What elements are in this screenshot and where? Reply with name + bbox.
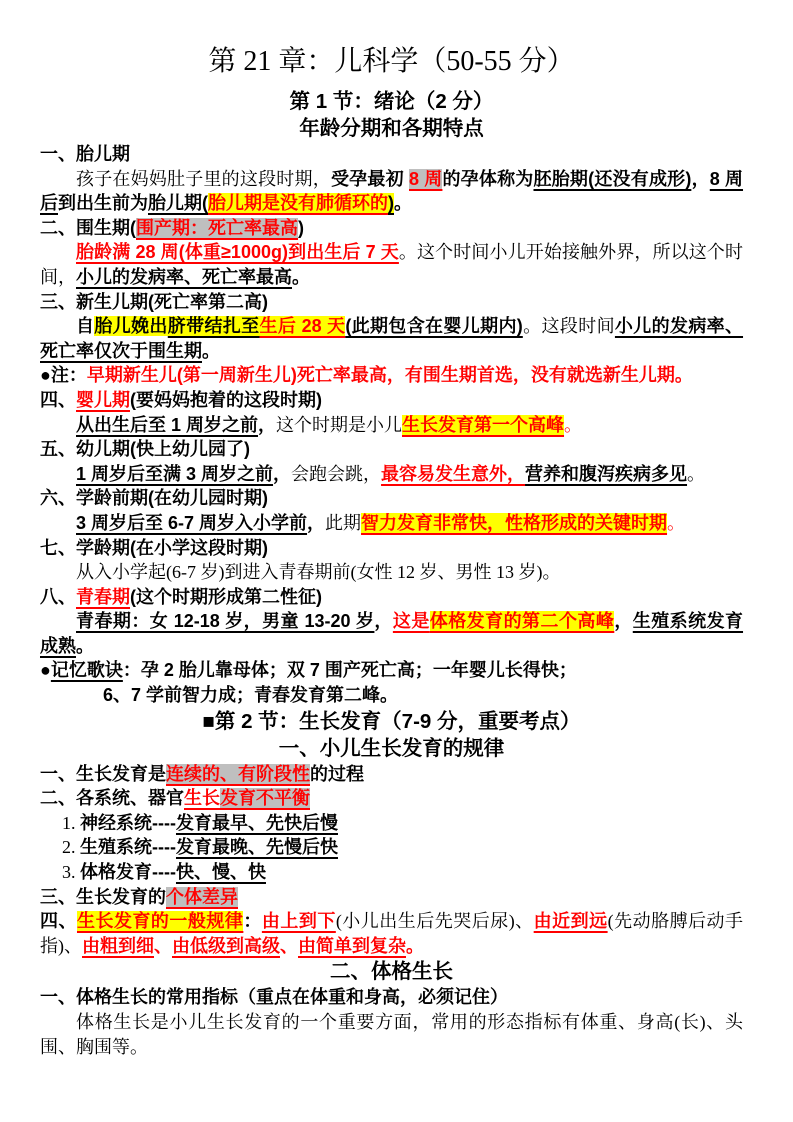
text-run: 孩子在妈妈肚子里的这段时期， [76, 168, 331, 189]
text-run: 。 [406, 935, 424, 956]
paragraph [40, 909, 743, 958]
note-line [40, 658, 743, 683]
paragraph [40, 314, 743, 363]
text-run: 会跑会跳， [291, 463, 382, 484]
text-run: ， [258, 414, 277, 435]
text-run: 二、体格生长 [330, 960, 453, 984]
text-run: 由上到下 [261, 911, 336, 932]
section-heading [40, 708, 743, 735]
item-heading [40, 585, 743, 610]
text-run: 这个时期是小儿 [276, 414, 403, 435]
text-run: 、 [280, 935, 298, 956]
item-heading [40, 142, 743, 167]
list-item [40, 835, 743, 860]
paragraph [40, 1010, 743, 1059]
section-heading [40, 115, 743, 142]
text-run: 一、体格生长的常用指标（重点在体重和身高，必须记住） [40, 987, 508, 1008]
text-run: 早期新生儿(第一周新生儿)死亡率最高，有围生期首选，没有就选新生儿期。 [86, 365, 693, 386]
section-heading [40, 735, 743, 762]
text-run: 胎儿娩出 [94, 316, 168, 337]
text-run: 。 [667, 512, 686, 533]
text-run: 第 1 节：绪论（2 分） [289, 90, 494, 113]
text-run: 围产期：死亡率最高 [136, 217, 298, 238]
section-heading [40, 88, 743, 115]
text-run: 8 周后 [40, 168, 744, 214]
text-run: 1. [62, 812, 80, 833]
text-run: 生长发育的一般规律 [76, 911, 244, 932]
text-run: 四、 [40, 911, 77, 932]
paragraph [40, 413, 743, 438]
text-run: 3 周岁后至 6-7 周岁入小学前 [76, 512, 308, 533]
text-run: 营养和腹泻疾病多见 [525, 463, 688, 484]
text-run: ●注： [40, 365, 87, 386]
text-run: ● [40, 660, 51, 681]
text-run: (要妈妈抱着的这段时期) [130, 389, 322, 410]
text-run: 1 周岁后至满 3 周岁之前 [76, 463, 274, 484]
text-run: 。 [76, 635, 94, 656]
text-run: 由低级到高级 [172, 935, 280, 956]
text-run: 此期 [325, 512, 362, 533]
text-run: 青春期：女 12-18 岁，男童 13-20 岁 [76, 611, 375, 632]
text-run: 八、 [40, 586, 76, 607]
text-run: 七、学龄期(在小学这段时期) [40, 537, 268, 558]
paragraph [40, 167, 743, 216]
text-run: 3. [62, 862, 80, 883]
paragraph [40, 462, 743, 487]
text-run: 生长发育第一个高峰 [402, 414, 565, 435]
text-run: 一、胎儿期 [40, 144, 130, 164]
text-run: 。 [202, 340, 220, 361]
text-run: 五、幼儿期(快上幼儿园了) [40, 439, 250, 460]
text-run: 体格生长是小儿生长发育的一个重要方面，常用的形态指标有体重、身高(长)、头围、胸围等。 [40, 1012, 743, 1057]
text-run: 体格发育---- [80, 862, 176, 883]
text-run: 2. [62, 837, 80, 858]
text-run: 青春期 [76, 586, 130, 607]
text-run: 年龄分期和各期特点 [299, 117, 484, 140]
text-run: ， [691, 168, 710, 189]
text-run: (此期包含在婴儿期内) [345, 316, 523, 337]
text-run: (这个时期形成第二性征) [130, 586, 322, 607]
text-run: 、 [154, 935, 172, 956]
note-continuation [40, 683, 743, 708]
text-run: 脐带结扎至 [167, 316, 260, 337]
text-run: ) [388, 193, 394, 214]
text-run: 。 [394, 193, 412, 214]
text-run: 记忆歌诀 [50, 660, 123, 681]
item-heading [40, 985, 743, 1010]
list-item [40, 860, 743, 885]
text-run: 。 [687, 463, 706, 484]
item-heading [40, 885, 743, 910]
text-run: 从出生后至 1 周岁之前 [76, 414, 259, 435]
text-run: 由粗到细 [82, 935, 154, 956]
text-run: 自 [76, 316, 95, 337]
text-run: 三、新生儿期(死亡率第二高) [40, 291, 268, 312]
paragraph [40, 560, 743, 585]
text-run: 。 [292, 266, 310, 287]
text-run: 快、慢、快 [175, 862, 266, 883]
paragraph [40, 240, 743, 289]
text-run: 由近到远 [533, 911, 608, 932]
text-run: ) [298, 217, 304, 238]
text-run: 。这段时间 [522, 316, 615, 337]
note-line [40, 363, 743, 388]
text-run: 发育最晚、先慢后快 [175, 837, 338, 858]
text-run: ， [374, 611, 393, 632]
text-run: 胎儿期是没有肺循环的 [208, 193, 388, 214]
text-run: 。 [564, 414, 583, 435]
text-run: 一、生长发育是 [40, 763, 166, 784]
text-run: 。这个时间小儿开始接触外界，所以这个时间， [40, 242, 743, 287]
text-run: 从入小学起(6-7 岁)到进入青春期前(女性 12 岁、男性 13 岁)。 [76, 562, 561, 583]
page-title: 第 21 章：儿科学（50-55 分） [208, 46, 575, 77]
text-run: 神经系统---- [80, 812, 176, 833]
text-run: 二、各系统、器官 [40, 788, 184, 809]
item-heading [40, 536, 743, 561]
text-run: 6、7 学前智力成；青春发育第二峰。 [103, 685, 399, 706]
text-run: 智力发育非常快，性格形成的关键时期 [361, 512, 668, 533]
text-run: (小儿出生后先哭后尿)、 [335, 911, 534, 932]
text-run: ：孕 2 胎儿靠母体；双 7 围产死亡高；一年婴儿长得快； [122, 660, 577, 681]
text-run: (先动胳膊后动手指)、 [40, 911, 744, 956]
text-run: 生殖系统---- [80, 837, 176, 858]
text-run: 生殖系统发育成熟 [40, 611, 744, 656]
item-heading [40, 486, 743, 511]
text-run: 体格发育的第二个高峰 [429, 611, 615, 632]
item-heading [40, 290, 743, 315]
text-run: 受孕最初 [330, 168, 409, 189]
text-run: ■第 2 节：生长发育（7-9 分，重要考点） [202, 709, 581, 733]
text-run: 胎龄满 28 周(体重≥1000g)到出生后 7 天 [76, 242, 399, 263]
item-heading [40, 762, 743, 787]
text-run: 8 周 [409, 168, 443, 189]
text-run: ， [614, 611, 633, 632]
text-run: 连续的、有阶段性 [166, 763, 310, 784]
paragraph [40, 511, 743, 536]
text-run: 生长 [184, 788, 220, 809]
text-run: 二、围生期( [40, 217, 136, 238]
section-heading [40, 958, 743, 985]
text-run: 胎儿期( [148, 193, 208, 214]
text-run: ， [307, 512, 326, 533]
text-run: ， [273, 463, 292, 484]
item-heading [40, 216, 743, 241]
text-run: 六、学龄前期(在幼儿园时期) [40, 488, 268, 509]
list-item [40, 811, 743, 836]
item-heading [40, 786, 743, 811]
item-heading [40, 437, 743, 462]
text-run: 胚胎期(还没有成形) [533, 168, 692, 189]
text-run: 最容易发生意外， [381, 463, 526, 484]
text-run: 小儿的发病率、死亡率最高 [76, 266, 292, 287]
paragraph [40, 609, 743, 658]
text-run: 的孕体称为 [442, 168, 534, 189]
document-content [40, 88, 743, 1059]
text-run: ： [243, 911, 262, 932]
text-run: 小儿的发病率、死亡率仅次于围生期 [40, 316, 744, 361]
text-run: 三、生长发育的 [40, 886, 166, 907]
text-run: 婴儿期 [76, 389, 130, 410]
text-run: 由简单到复杂 [298, 935, 406, 956]
text-run: 到出生前为 [58, 193, 148, 214]
text-run: 一、小儿生长发育的规律 [278, 736, 505, 760]
text-run: 这是 [392, 611, 430, 632]
text-run: 四、 [40, 389, 76, 410]
text-run: 发育不平衡 [220, 788, 310, 809]
item-heading [40, 388, 743, 413]
text-run: 生后 28 天 [259, 316, 346, 337]
text-run: 的过程 [310, 763, 364, 784]
text-run: 个体差异 [166, 886, 238, 907]
text-run: 发育最早、先快后慢 [175, 812, 338, 833]
